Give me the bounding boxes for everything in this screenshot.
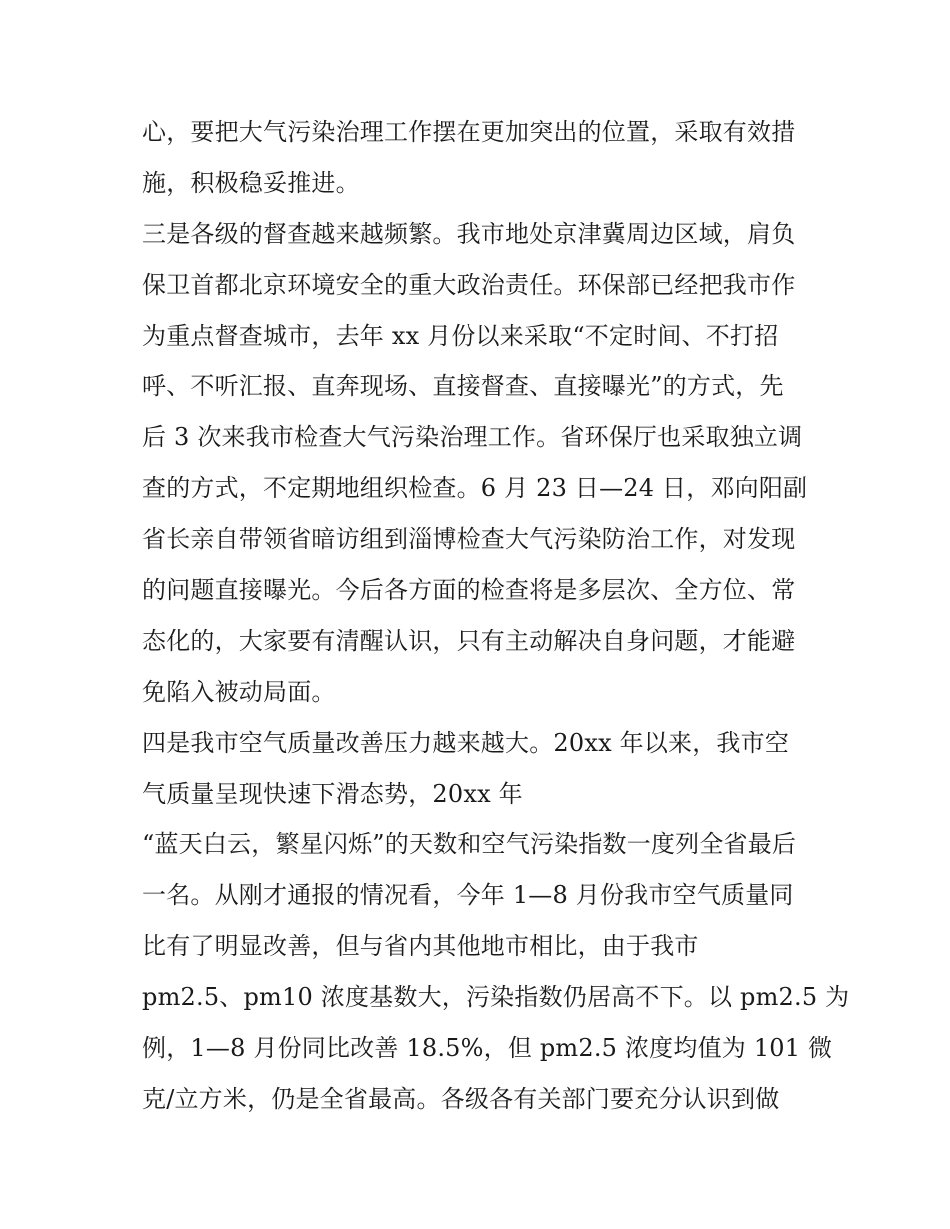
text-line: 保卫首都北京环境安全的重大政治责任。环保部已经把我市作: [142, 270, 796, 299]
text-line: 省长亲自带领省暗访组到淄博检查大气污染防治工作，对发现: [142, 525, 796, 554]
text-line: 气质量呈现快速下滑态势，20xx 年: [142, 779, 523, 808]
text-line: 查的方式，不定期地组织检查。6 月 23 日—24 日，邓向阳副: [142, 474, 808, 503]
text-line: 免陷入被动局面。: [142, 677, 336, 706]
text-line: 一名。从刚才通报的情况看，今年 1—8 月份我市空气质量同: [142, 881, 794, 910]
text-line: 的问题直接曝光。今后各方面的检查将是多层次、全方位、常: [142, 576, 796, 605]
body-text: [142, 107, 850, 1125]
text-line: pm2.5、pm10 浓度基数大，污染指数仍居高不下。以 pm2.5 为: [142, 983, 850, 1012]
text-line: 克/立方米，仍是全省最高。各级各有关部门要充分认识到做: [142, 1084, 780, 1113]
text-line: 四是我市空气质量改善压力越来越大。20xx 年以来，我市空: [142, 728, 790, 757]
text-line: 后 3 次来我市检查大气污染治理工作。省环保厅也采取独立调: [142, 423, 803, 452]
text-line: 呼、不听汇报、直奔现场、直接督查、直接曝光”的方式，先: [142, 372, 784, 401]
text-line: 三是各级的督查越来越频繁。我市地处京津冀周边区域，肩负: [142, 219, 796, 248]
text-line: 例，1—8 月份同比改善 18.5%，但 pm2.5 浓度均值为 101 微: [142, 1034, 833, 1063]
text-line: “蓝天白云，繁星闪烁”的天数和空气污染指数一度列全省最后: [142, 830, 797, 859]
text-line: 为重点督查城市，去年 xx 月份以来采取“不定时间、不打招: [142, 321, 779, 350]
text-line: 态化的，大家要有清醒认识，只有主动解决自身问题，才能避: [142, 626, 796, 655]
text-line: 比有了明显改善，但与省内其他地市相比，由于我市: [142, 932, 699, 961]
text-line: 心，要把大气污染治理工作摆在更加突出的位置，采取有效措: [142, 118, 796, 146]
text-line: 施，积极稳妥推进。: [142, 168, 360, 197]
